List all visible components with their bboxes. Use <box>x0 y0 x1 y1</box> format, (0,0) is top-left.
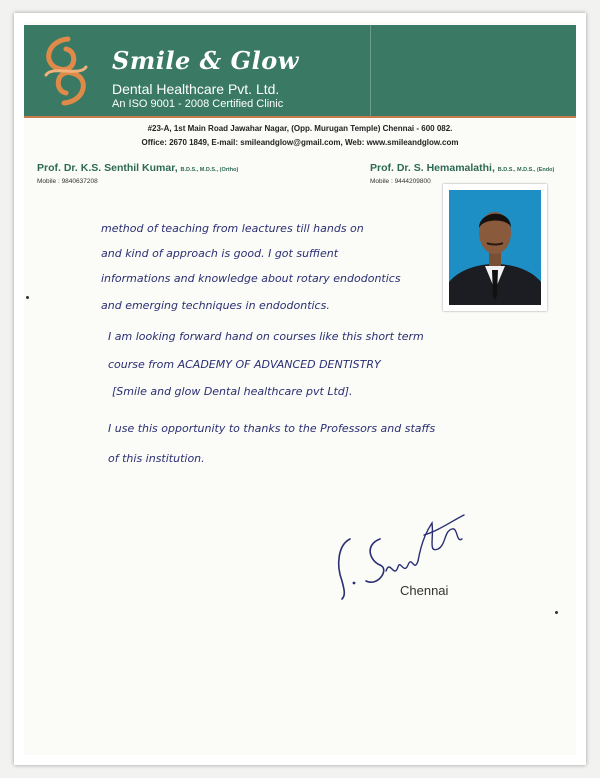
margin-dot <box>26 296 29 299</box>
letter-line-5: I am looking forward hand on courses like this short term <box>108 330 424 343</box>
header-band <box>24 25 576 116</box>
doctor-left-degrees: B.D.S., M.D.S., (Ortho) <box>180 167 239 173</box>
header-accent-line <box>24 116 576 118</box>
portrait-photo-icon <box>449 190 541 305</box>
letter-line-8: I use this opportunity to thanks to the Professors and staffs <box>108 422 436 435</box>
letter-line-9: of this institution. <box>108 452 205 465</box>
brand-subtitle: Dental Healthcare Pvt. Ltd. <box>112 81 280 97</box>
doctor-right-name: Prof. Dr. S. Hemamalathi, B.D.S., M.D.S., (Endo) <box>370 162 555 174</box>
letter-line-3: informations and knowledge about rotary endodontics <box>101 272 401 285</box>
letterhead-page <box>24 22 576 755</box>
clinic-address: #23-A, 1st Main Road Jawahar Nagar, (Opp. Murugan Temple) Chennai - 600 082. <box>147 124 453 133</box>
letter-line-4: and emerging techniques in endodontics. <box>101 299 330 312</box>
header-divider <box>370 25 371 116</box>
doctor-left-mobile: Mobile : 9840637208 <box>37 178 98 185</box>
certification-text: An ISO 9001 - 2008 Certified Clinic <box>112 98 284 110</box>
swirl-logo-icon <box>38 35 94 107</box>
clinic-contact: Office: 2670 1849, E-mail: smileandglow@gmail.com, Web: www.smileandglow.com <box>141 138 459 147</box>
brand-name: Smile & Glow <box>112 46 299 75</box>
letter-line-2: and kind of approach is good. I got suffient <box>101 247 339 260</box>
passport-photo <box>443 184 547 311</box>
letter-line-1: method of teaching from leactures till hands on <box>101 222 364 235</box>
signature-place: Chennai <box>400 583 449 598</box>
doctor-right-degrees: B.D.S., M.D.S., (Endo) <box>497 167 555 173</box>
letter-line-7: [Smile and glow Dental healthcare pvt Ltd]. <box>112 385 353 398</box>
doctor-left-name: Prof. Dr. K.S. Senthil Kumar, B.D.S., M.D.S., (Ortho) <box>37 162 239 174</box>
letter-line-6: course from ACADEMY OF ADVANCED DENTISTRY <box>108 358 381 371</box>
margin-dot <box>555 611 558 614</box>
doctor-right-mobile: Mobile : 9444209800 <box>370 178 431 185</box>
